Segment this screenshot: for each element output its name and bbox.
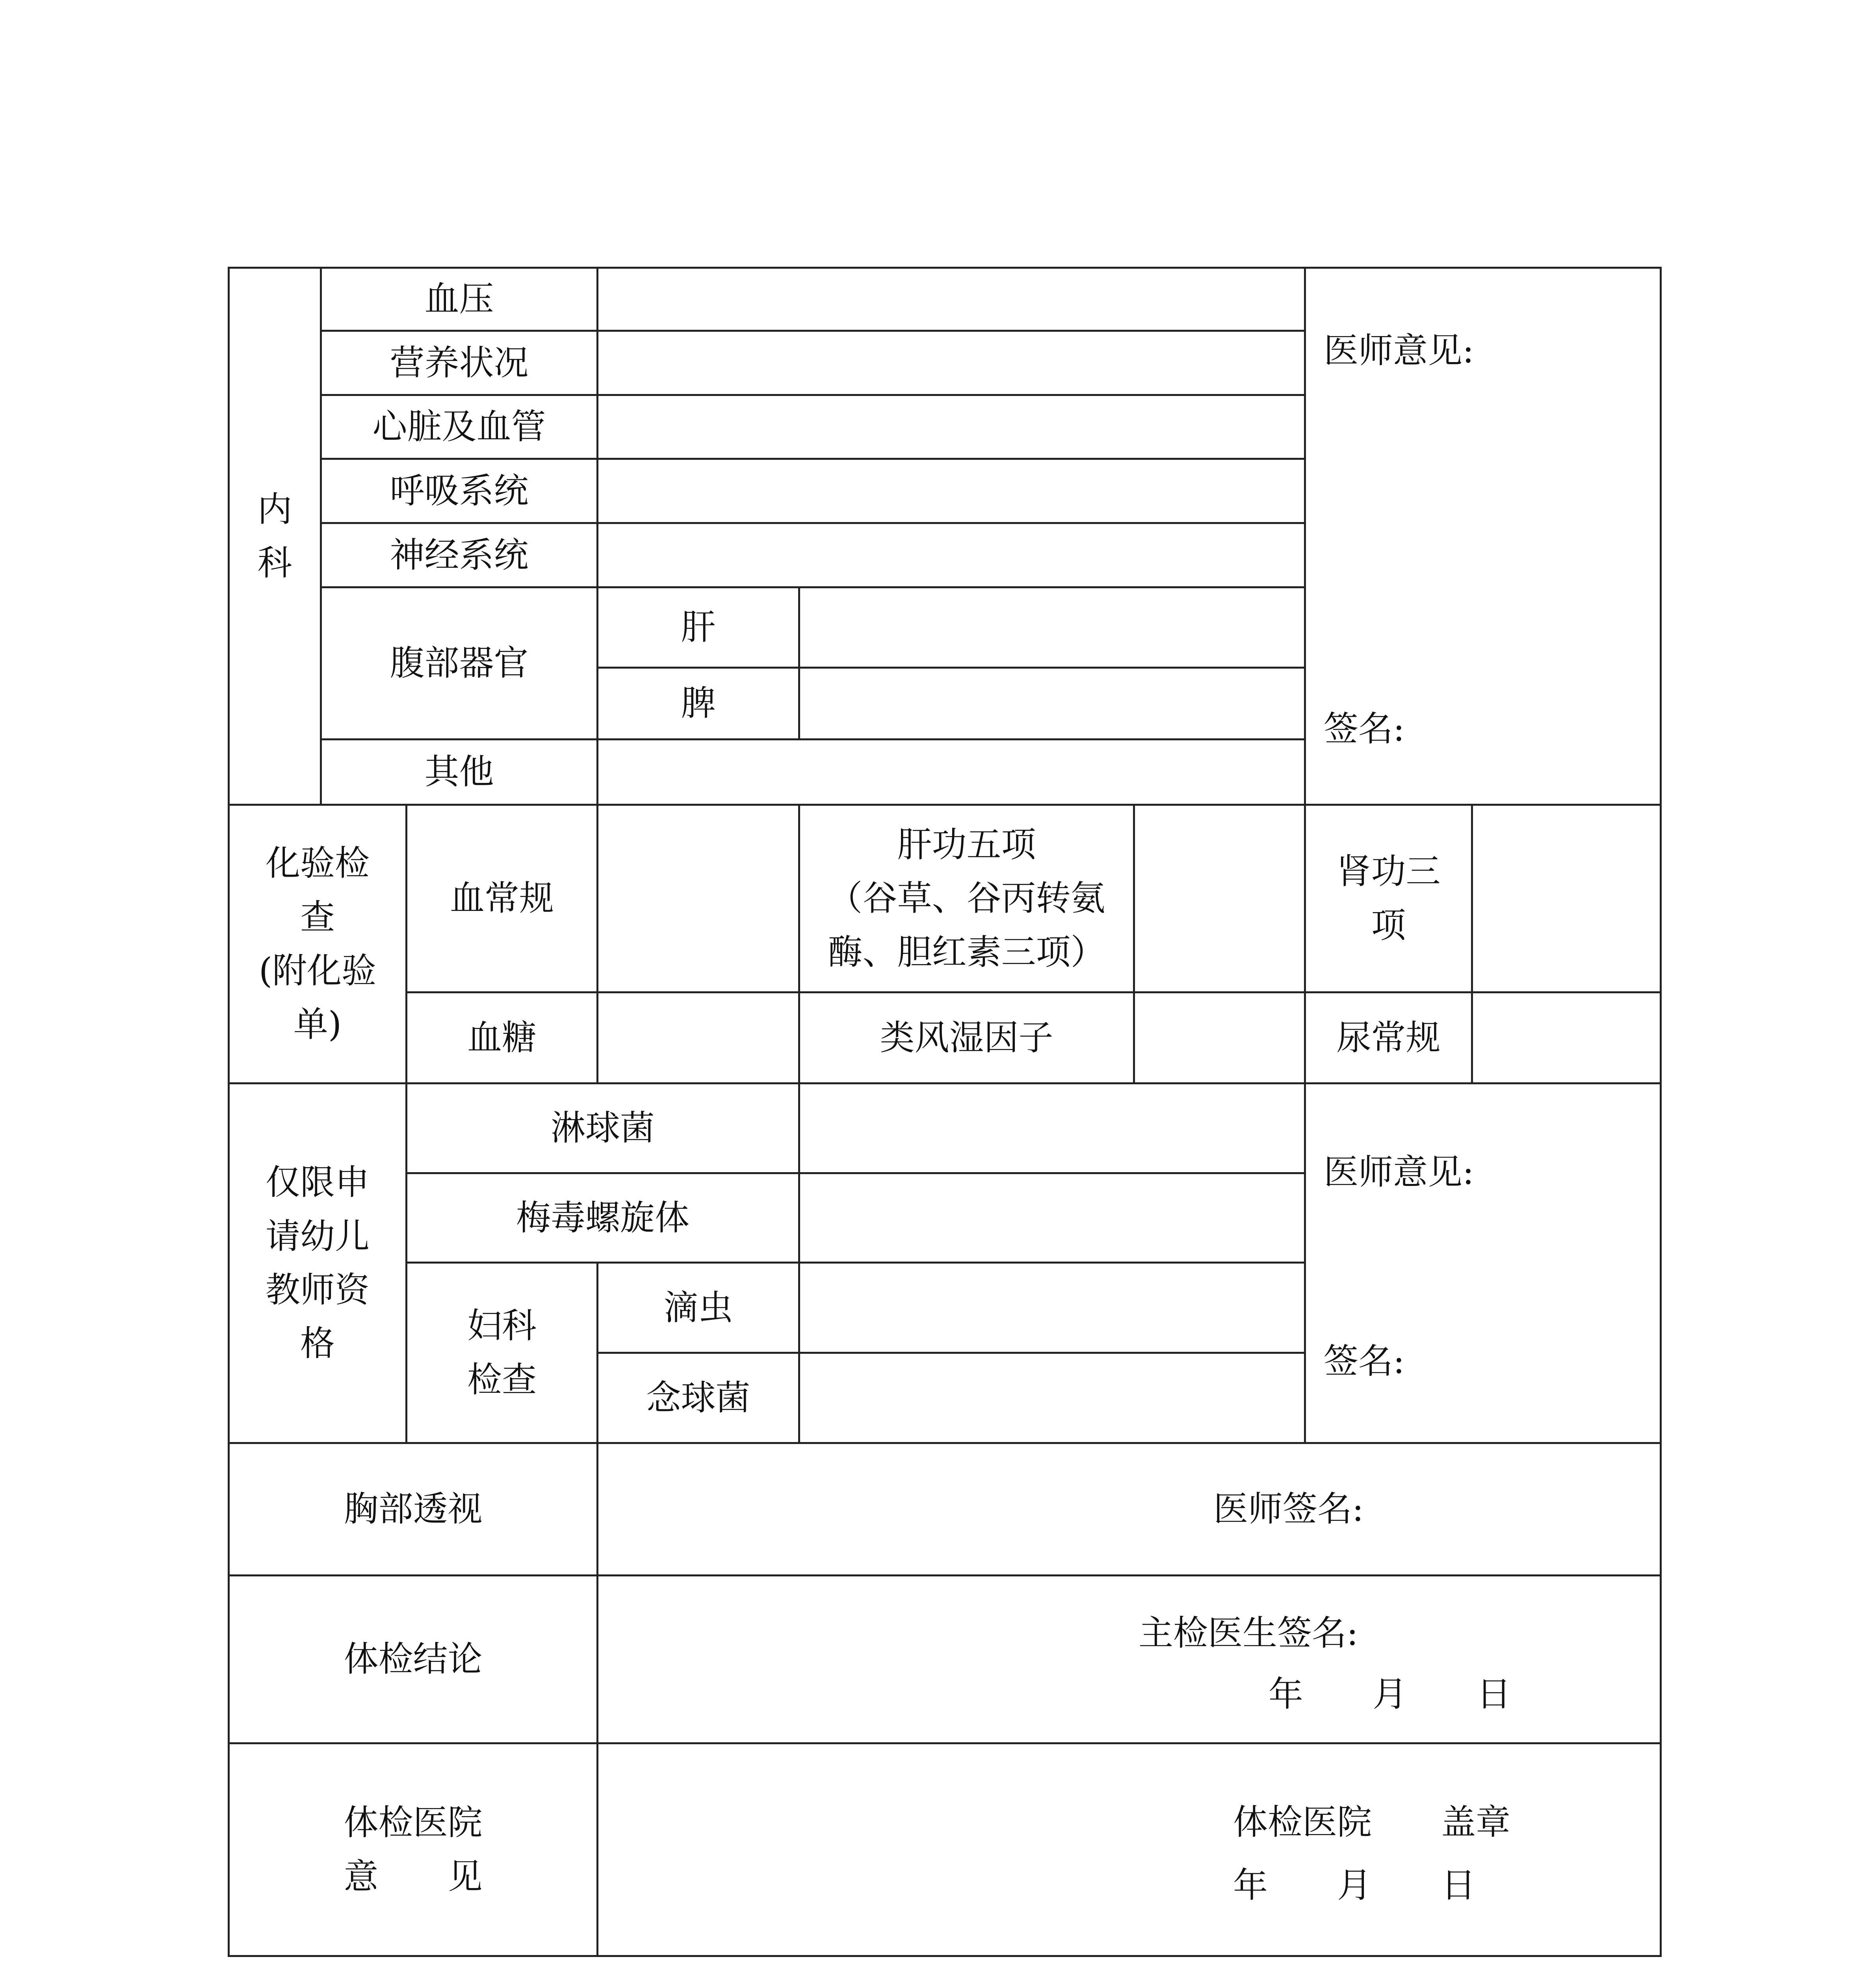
nutrition-status-label: 营养状况 xyxy=(390,342,529,383)
kidney-function-line: 项 xyxy=(1371,905,1406,946)
kidney-function-line: 肾功三 xyxy=(1336,851,1441,892)
kindergarten-doctor-opinion-label: 医师意见: xyxy=(1324,1151,1474,1192)
candida-label: 念球菌 xyxy=(646,1377,750,1418)
respiratory-system-label: 呼吸系统 xyxy=(390,470,529,511)
nutrition-status-field[interactable] xyxy=(598,332,1304,394)
section-title-line: 查 xyxy=(300,896,335,937)
urine-routine-label: 尿常规 xyxy=(1336,1017,1441,1058)
lab-tests-section-title xyxy=(230,806,405,1082)
blood-pressure-field[interactable] xyxy=(598,269,1304,330)
gynecological-exam-label xyxy=(407,1264,596,1442)
section-title-char: 科 xyxy=(257,543,292,583)
other-label: 其他 xyxy=(424,751,494,792)
liver-label: 肝 xyxy=(681,607,716,648)
other-field[interactable] xyxy=(598,740,1304,804)
internal-medicine-section-title xyxy=(230,269,320,804)
nervous-system-label: 神经系统 xyxy=(390,534,529,575)
rheumatoid-factor-field[interactable] xyxy=(1135,993,1304,1082)
section-title-line: 仅限申 xyxy=(265,1162,370,1203)
liver-function-line: 酶、胆红素三项） xyxy=(828,931,1105,972)
hospital-opinion-line: 意 见 xyxy=(344,1856,483,1897)
candida-field[interactable] xyxy=(800,1354,1304,1442)
gyn-exam-line: 妇科 xyxy=(467,1305,537,1346)
kindergarten-signature-label: 签名: xyxy=(1324,1340,1405,1381)
blood-routine-field[interactable] xyxy=(598,806,798,991)
rheumatoid-factor-label: 类风湿因子 xyxy=(880,1017,1053,1058)
blood-sugar-field[interactable] xyxy=(598,993,798,1082)
kidney-function-label xyxy=(1306,806,1471,991)
spleen-field[interactable] xyxy=(800,669,1304,738)
liver-field[interactable] xyxy=(800,588,1304,667)
section-title-line: 教师资 xyxy=(265,1269,370,1310)
section-title-line: (附化验 xyxy=(258,950,377,991)
chest-xray-doctor-signature: 医师签名: xyxy=(1213,1488,1364,1529)
internal-signature-label: 签名: xyxy=(1324,708,1405,749)
blood-sugar-label: 血糖 xyxy=(467,1017,537,1058)
gonococcus-label: 淋球菌 xyxy=(550,1108,655,1149)
section-title-line: 化验检 xyxy=(265,843,370,884)
section-title-line: 单) xyxy=(293,1004,342,1045)
blood-routine-label: 血常规 xyxy=(449,878,554,919)
heart-vessels-label: 心脏及血管 xyxy=(372,406,546,447)
trichomonas-field[interactable] xyxy=(800,1264,1304,1352)
treponema-label: 梅毒螺旋体 xyxy=(516,1197,689,1238)
conclusion-date: 年 月 日 xyxy=(1269,1673,1512,1714)
liver-function-label xyxy=(800,806,1133,991)
hospital-opinion-label xyxy=(230,1744,596,1955)
section-title-char: 内 xyxy=(257,489,292,530)
section-title-line: 格 xyxy=(300,1323,335,1364)
kindergarten-section-title xyxy=(230,1084,405,1442)
liver-function-field[interactable] xyxy=(1135,806,1304,991)
conclusion-label: 体检结论 xyxy=(344,1639,483,1680)
gyn-exam-line: 检查 xyxy=(467,1359,537,1400)
nervous-system-field[interactable] xyxy=(598,524,1304,586)
heart-vessels-field[interactable] xyxy=(598,396,1304,458)
treponema-field[interactable] xyxy=(800,1174,1304,1262)
respiratory-system-field[interactable] xyxy=(598,460,1304,522)
abdominal-organs-label: 腹部器官 xyxy=(390,643,529,684)
chest-xray-label: 胸部透视 xyxy=(344,1489,483,1530)
chief-doctor-signature: 主检医生签名: xyxy=(1139,1612,1358,1653)
gonococcus-field[interactable] xyxy=(800,1084,1304,1172)
section-title-line: 请幼儿 xyxy=(265,1215,370,1256)
internal-doctor-opinion-label: 医师意见: xyxy=(1324,330,1474,371)
hospital-opinion-line: 体检医院 xyxy=(344,1802,483,1843)
kidney-function-field[interactable] xyxy=(1473,806,1660,991)
trichomonas-label: 滴虫 xyxy=(663,1287,733,1328)
blood-pressure-label: 血压 xyxy=(424,279,494,320)
hospital-stamp-line: 体检医院 盖章 xyxy=(1233,1801,1511,1842)
liver-function-line: 肝功五项 xyxy=(897,824,1036,865)
spleen-label: 脾 xyxy=(681,683,716,724)
hospital-date: 年 月 日 xyxy=(1233,1864,1476,1905)
urine-routine-field[interactable] xyxy=(1473,993,1660,1082)
liver-function-line: （谷草、谷丙转氨 xyxy=(828,878,1105,919)
